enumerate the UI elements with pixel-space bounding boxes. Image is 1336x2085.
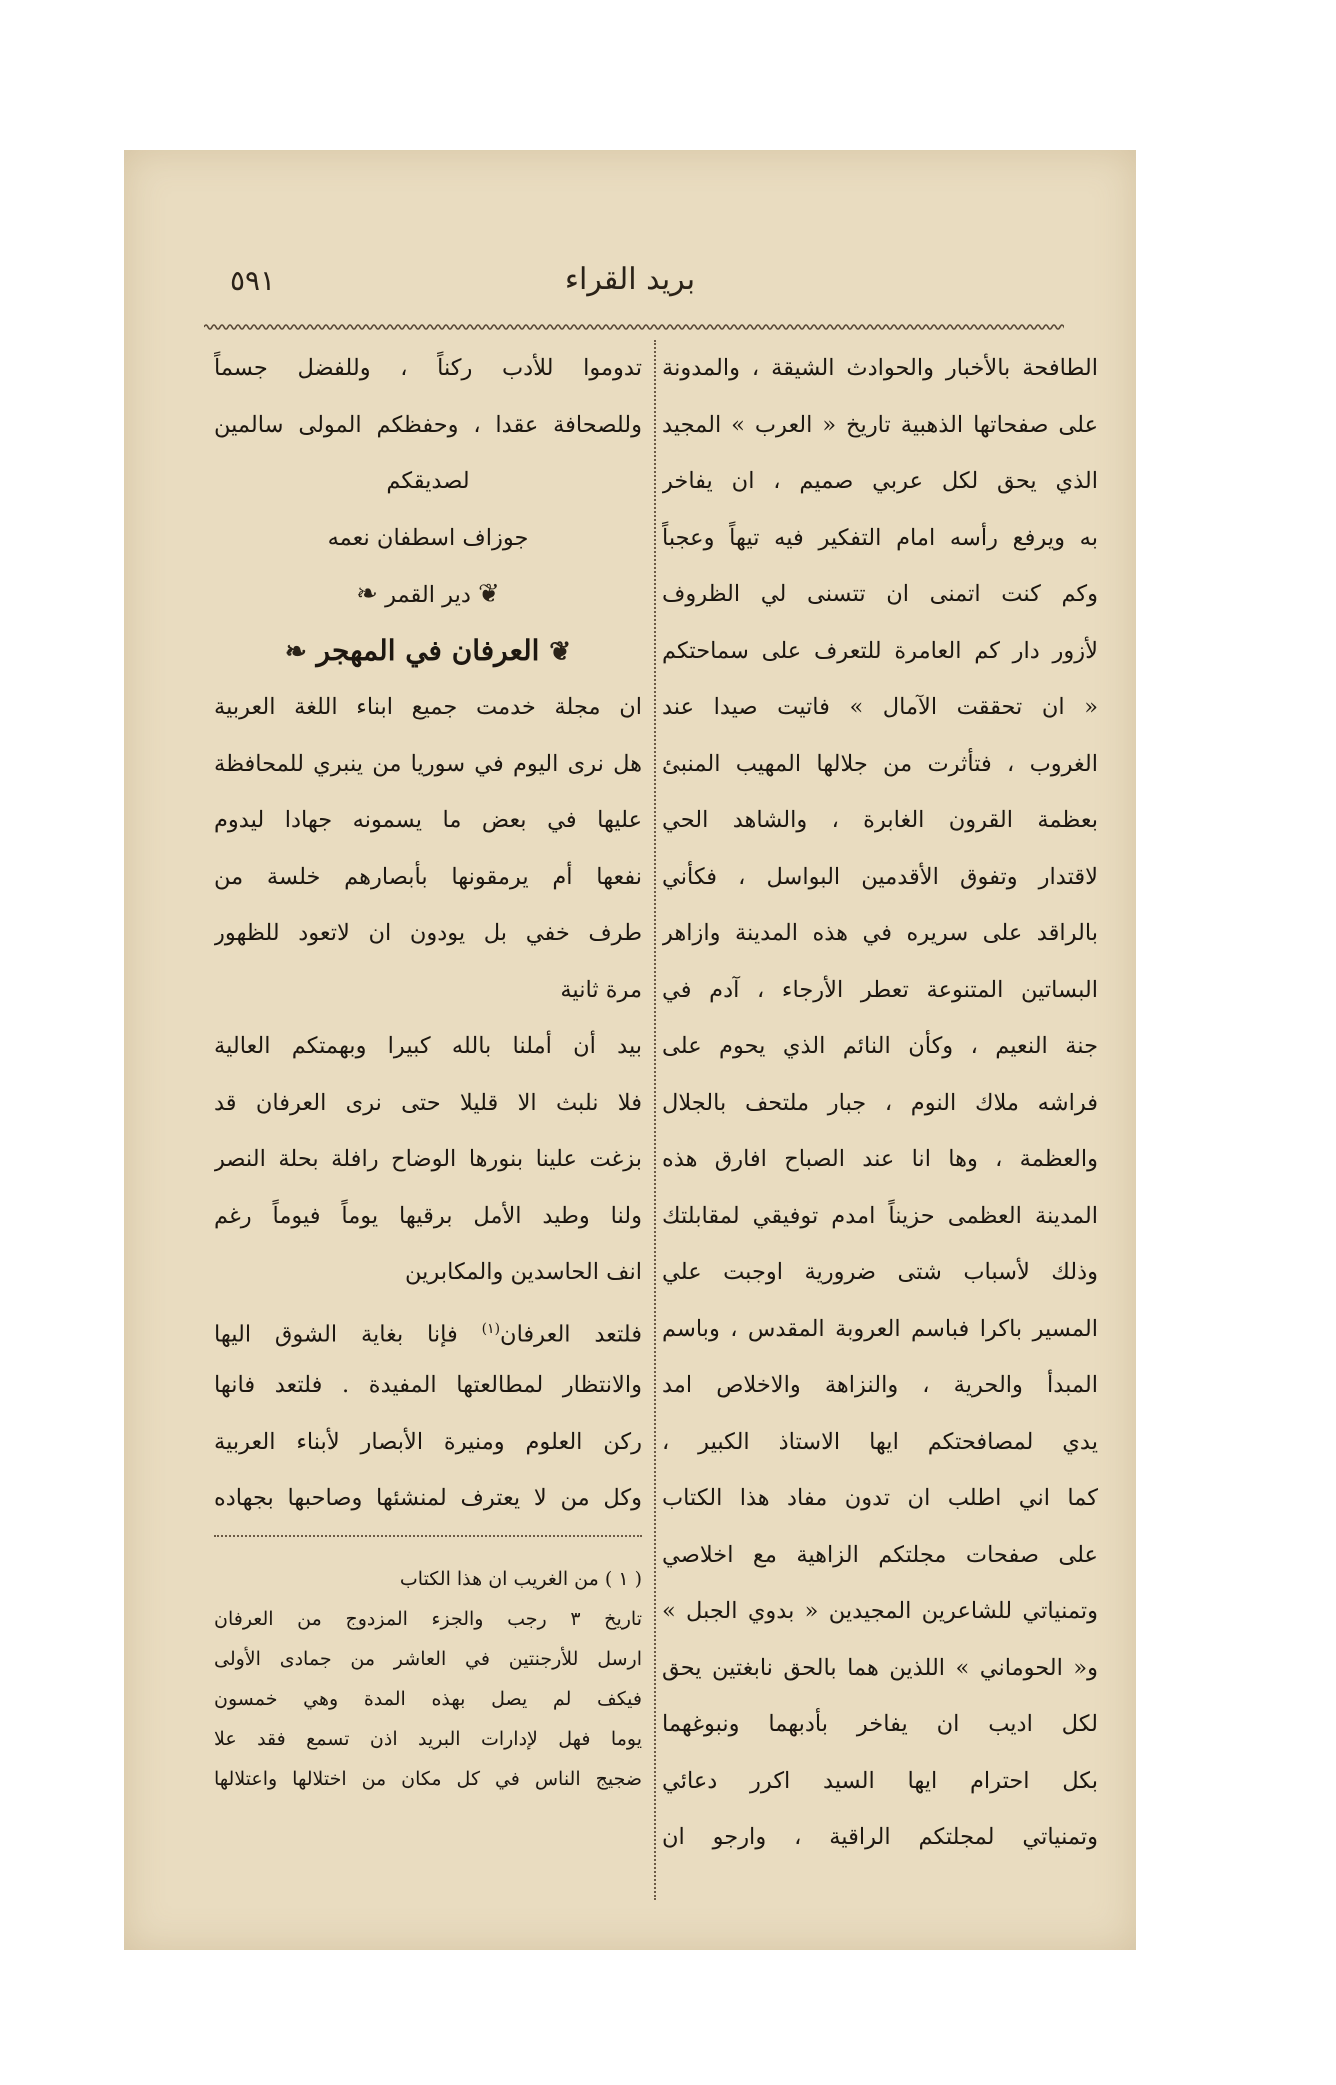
- ornament-icon: ❦: [478, 579, 500, 609]
- footnote-rule: [214, 1535, 642, 1537]
- text-line: والانتظار لمطالعتها المفيدة . فلتعد فانها: [214, 1372, 642, 1398]
- text-line: بعظمة القرون الغابرة ، والشاهد الحي: [662, 807, 1098, 833]
- left-column: [214, 340, 642, 1799]
- footnote-line: [214, 1559, 642, 1599]
- footnote-line: يوما فهل لإدارات البريد اذن تسمع فقد علا: [214, 1727, 642, 1750]
- page-header: [124, 262, 1136, 312]
- text-line: تدوموا للأدب ركناً ، وللفضل جسماً: [214, 355, 642, 381]
- text-line: المدينة العظمى حزيناً امدم توفيقي لمقابلتك: [662, 1202, 1098, 1229]
- text-line: عليها في بعض ما يسمونه جهادا ليدوم: [214, 807, 642, 833]
- text-line: كما اني اطلب ان تدون مفاد هذا الكتاب: [662, 1485, 1098, 1511]
- text-line: و« الحوماني » اللذين هما بالحق نابغتين يحق: [662, 1654, 1098, 1681]
- text-line: « ان تحققت الآمال » فاتيت صيدا عند: [662, 694, 1098, 720]
- text-line: به ويرفع رأسه امام التفكير فيه تيهاً وعجباً: [662, 524, 1098, 551]
- text-line: جنة النعيم ، وكأن النائم الذي يحوم على: [662, 1033, 1098, 1059]
- section-title: العرفان في المهجر: [316, 633, 540, 667]
- page-scan: [124, 150, 1136, 1950]
- text-line: على صفحات مجلتكم الزاهية مع اخلاصي: [662, 1541, 1098, 1568]
- text-line-with-footnote: [214, 1301, 642, 1358]
- running-title: بريد القراء: [564, 262, 696, 297]
- footnote-line: تاريخ ٣ رجب والجزء المزدوج من العرفان: [214, 1607, 642, 1630]
- text-line: فلا نلبث الا قليلا حتى نرى العرفان قد: [214, 1089, 642, 1116]
- footnote-line: فيكف لم يصل بهذه المدة وهي خمسون: [214, 1687, 642, 1710]
- text-line: الغروب ، فتأثرت من جلالها المهيب المنبئ: [662, 750, 1098, 777]
- text-line: وذلك لأسباب شتى ضرورية اوجبت علي: [662, 1259, 1098, 1285]
- text-line: وتمنياتي للشاعرين المجيدين « بدوي الجبل »: [662, 1598, 1098, 1624]
- text-line: والعظمة ، وها انا عند الصباح افارق هذه: [662, 1146, 1098, 1172]
- page-number: ٥٩١: [230, 264, 276, 297]
- text-line: لاقتدار وتفوق الأقدمين البواسل ، فكأني: [662, 863, 1098, 890]
- footnote-text: من الغريب ان هذا الكتاب: [399, 1567, 599, 1590]
- text-line: نفعها أم يرمقونها بأبصارهم خلسة من: [214, 863, 642, 890]
- text-line: وكل من لا يعترف لمنشئها وصاحبها بجهاده: [214, 1485, 642, 1511]
- place-name: دير القمر: [385, 582, 471, 608]
- text-line: بيد أن أملنا بالله كبيرا وبهمتكم العالية: [214, 1033, 642, 1059]
- text-line: على صفحاتها الذهبية تاريخ « العرب » المجيد: [662, 411, 1098, 438]
- text-line: وكم كنت اتمنى ان تتسنى لي الظروف: [662, 581, 1098, 607]
- text-fragment: فلتعد العرفان: [500, 1321, 642, 1347]
- footnote-line: ضجيج الناس في كل مكان من اختلالها واعتلالها: [214, 1767, 642, 1790]
- ornament-icon: ❧: [356, 579, 378, 609]
- text-fragment: فإنا بغاية الشوق اليها: [214, 1321, 458, 1347]
- text-line: وتمنياتي لمجلتكم الراقية ، وارجو ان: [662, 1824, 1098, 1850]
- text-line: ان مجلة خدمت جميع ابناء اللغة العربية: [214, 694, 642, 720]
- text-line: الذي يحق لكل عربي صميم ، ان يفاخر: [662, 468, 1098, 494]
- signature: جوزاف اسطفان نعمه: [327, 524, 529, 551]
- text-line: ركن العلوم ومنيرة الأبصار لأبناء العربية: [214, 1428, 642, 1455]
- place-line: [214, 566, 642, 623]
- section-title-line: [214, 623, 642, 680]
- footnote-line: ارسل للأرجنتين في العاشر من جمادى الأولى: [214, 1647, 642, 1670]
- ornament-icon: ❦: [549, 636, 571, 667]
- header-wavy-rule: [204, 322, 1064, 332]
- text-line: لكل اديب ان يفاخر بأدبهما ونبوغهما: [662, 1711, 1098, 1737]
- footnote-marker: (١): [481, 1320, 501, 1337]
- footnote-label: ( ١ ): [604, 1567, 642, 1590]
- text-line: لأزور دار كم العامرة للتعرف على سماحتكم: [662, 637, 1098, 664]
- closing-line: لصديقكم: [386, 468, 470, 494]
- text-line: بزغت علينا بنورها الوضاح رافلة بحلة النصر: [214, 1146, 642, 1172]
- right-column: [662, 340, 1098, 1866]
- text-line: وللصحافة عقدا ، وحفظكم المولى سالمين: [214, 411, 642, 438]
- text-line: ولنا وطيد الأمل برقيها يوماً فيوماً رغم: [214, 1202, 642, 1229]
- text-line: انف الحاسدين والمكابرين: [405, 1259, 642, 1285]
- text-line: الطافحة بالأخبار والحوادث الشيقة ، والمدونة: [662, 355, 1098, 381]
- ornament-icon: ❧: [285, 636, 307, 667]
- text-line: المبدأ والحرية ، والنزاهة والاخلاص امد: [662, 1372, 1098, 1398]
- text-line: بالراقد على سريره في هذه المدينة وازاهر: [662, 920, 1098, 946]
- text-line: بكل احترام ايها السيد اكرر دعائي: [662, 1767, 1098, 1794]
- text-line: يدي لمصافحتكم ايها الاستاذ الكبير ،: [662, 1428, 1098, 1455]
- text-line: هل نرى اليوم في سوريا من ينبري للمحافظة: [214, 750, 642, 777]
- column-divider: [654, 340, 656, 1900]
- text-line: مرة ثانية: [560, 976, 642, 1003]
- text-line: البساتين المتنوعة تعطر الأرجاء ، آدم في: [662, 976, 1098, 1003]
- text-line: فراشه ملاك النوم ، جبار ملتحف بالجلال: [662, 1089, 1098, 1116]
- text-line: طرف خفي بل يودون ان لاتعود للظهور: [214, 920, 642, 946]
- text-line: المسير باكرا فباسم العروبة المقدس ، وباسم: [662, 1315, 1098, 1342]
